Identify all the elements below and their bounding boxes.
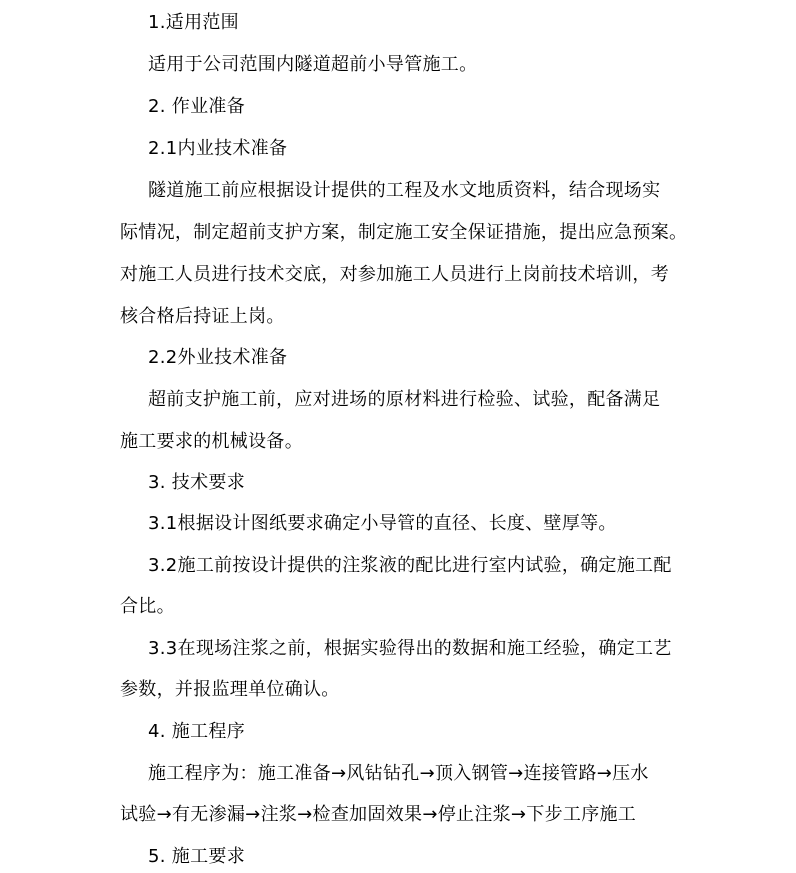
paragraph-line: 参数，并报监理单位确认。 — [120, 679, 340, 700]
paragraph-line: 对施工人员进行技术交底，对参加施工人员进行上岗前技术培训，考 — [120, 264, 669, 285]
paragraph-line: 合比。 — [120, 596, 175, 617]
paragraph-line: 试验→有无渗漏→注浆→检查加固效果→停止注浆→下步工序施工 — [120, 804, 637, 825]
heading-scope: 1.适用范围 — [148, 12, 239, 33]
heading-procedure: 4. 施工程序 — [148, 721, 245, 742]
paragraph-line: 施工程序为：施工准备→风钻钻孔→顶入钢管→连接管路→压水 — [148, 763, 649, 784]
paragraph-line: 3.3在现场注浆之前，根据实验得出的数据和施工经验，确定工艺 — [148, 638, 672, 659]
heading-external-prep: 2.2外业技术准备 — [148, 347, 288, 368]
paragraph-line: 3.1根据设计图纸要求确定小导管的直径、长度、壁厚等。 — [148, 513, 617, 534]
paragraph-line: 际情况，制定超前支护方案，制定施工安全保证措施，提出应急预案。 — [120, 222, 688, 243]
heading-preparation: 2. 作业准备 — [148, 96, 245, 117]
paragraph-line: 隧道施工前应根据设计提供的工程及水文地质资料，结合现场实 — [148, 180, 661, 201]
heading-internal-prep: 2.1内业技术准备 — [148, 138, 288, 159]
paragraph-line: 超前支护施工前，应对进场的原材料进行检验、试验，配备满足 — [148, 389, 661, 410]
paragraph-line: 3.2施工前按设计提供的注浆液的配比进行室内试验，确定施工配 — [148, 555, 672, 576]
paragraph-line: 核合格后持证上岗。 — [120, 306, 285, 327]
paragraph-line: 施工要求的机械设备。 — [120, 431, 303, 452]
heading-construction-req: 5. 施工要求 — [148, 846, 245, 867]
paragraph-scope: 适用于公司范围内隧道超前小导管施工。 — [148, 54, 478, 75]
heading-technical-req: 3. 技术要求 — [148, 472, 245, 493]
